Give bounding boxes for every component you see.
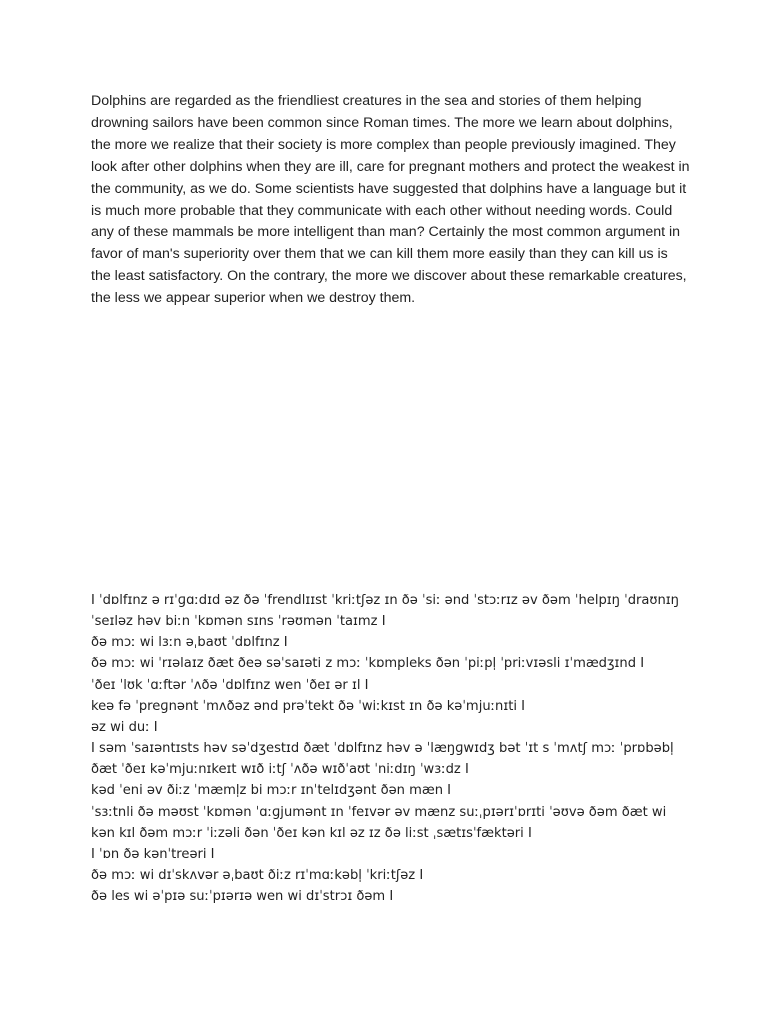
transcription-line: I ˈɒn ðə kənˈtreəri I [91,846,215,862]
transcription-line: əz wi duː I [91,719,158,735]
english-paragraph: Dolphins are regarded as the friendliest creatures in the sea and stories of them helping drowning sailors have been common since Roman times. The more we learn about dolphins, the more we realize that their society is more complex than people previously imagined. They look after other dolphins when they are ill, care for pregnant mothers and protect the weakest in the community, as we do. Some scientists have suggested that dolphins have a language but it is much more probable that they communicate with each other without needing words. Could any of these mammals be more intelligent than man? Certainly the most common argument in favor of man's superiority over them that we can kill them more easily than they can kill us is the least satisfactory. On the contrary, the more we discover about these remarkable creatures, the less we appear superior when we destroy them. [91,93,690,307]
transcription-line: ðə mɔː wi lɜːn əˌbaʊt ˈdɒlfɪnz I [91,635,288,651]
transcription-line: I ˈdɒlfɪnz ə rɪˈɡɑːdɪd əz ðə ˈfrendlɪɪst ˈkriːtʃəz ɪn ðə ˈsiː ənd ˈstɔːrɪz əv ðəm ˈhelpɪŋ ˈdraʊnɪŋ [91,593,679,608]
transcription-line: ˈðeɪ ˈlʊk ˈɑːftər ˈʌðə ˈdɒlfɪnz wen ˈðeɪ ər ɪl I [91,677,369,693]
transcription-line: ðæt ˈðeɪ kəˈmjuːnɪkeɪt wɪð iːtʃ ˈʌðə wɪðˈaʊt ˈniːdɪŋ ˈwɜːdz I [91,762,469,778]
transcription-line: ðə mɔː wi ˈrɪəlaɪz ðæt ðeə səˈsaɪəti z mɔː ˈkɒmpleks ðən ˈpiːpl̩ ˈpriːvɪəsli ɪˈmædʒɪnd I [91,656,645,672]
transcription-line: kəd ˈeni əv ðiːz ˈmæml̩z bi mɔːr ɪnˈtelɪdʒənt ðən mæn I [91,783,452,799]
transcription-line: keə fə ˈpreɡnənt ˈmʌðəz ənd prəˈtekt ðə ˈwiːkɪst ɪn ðə kəˈmjuːnɪti I [91,698,525,714]
transcription-line: kən kɪl ðəm mɔːr ˈiːzəli ðən ˈðeɪ kən kɪl əz ɪz ðə liːst ˌsætɪsˈfæktəri I [91,825,532,841]
transcription-line: ðə les wi əˈpɪə suːˈpɪərɪə wen wi dɪˈstrɔɪ ðəm I [91,889,394,905]
phonetic-transcription [91,590,721,907]
transcription-line: I səm ˈsaɪəntɪsts həv səˈdʒestɪd ðæt ˈdɒlfɪnz həv ə ˈlæŋɡwɪdʒ bət ˈɪt s ˈmʌtʃ mɔː ˈprɒbəbl̩ [91,741,674,757]
transcription-line: ðə mɔː wi dɪˈskʌvər əˌbaʊt ðiːz rɪˈmɑːkəbl̩ ˈkriːtʃəz I [91,868,424,884]
transcription-line: ˈseɪləz həv biːn ˈkɒmən sɪns ˈrəʊmən ˈtaɪmz I [91,614,386,630]
transcription-line: ˈsɜːtnli ðə məʊst ˈkɒmən ˈɑːɡjumənt ɪn ˈfeɪvər əv mænz suːˌpɪərɪˈɒrɪti ˈəʊvə ðəm ðæt wi [91,804,667,820]
